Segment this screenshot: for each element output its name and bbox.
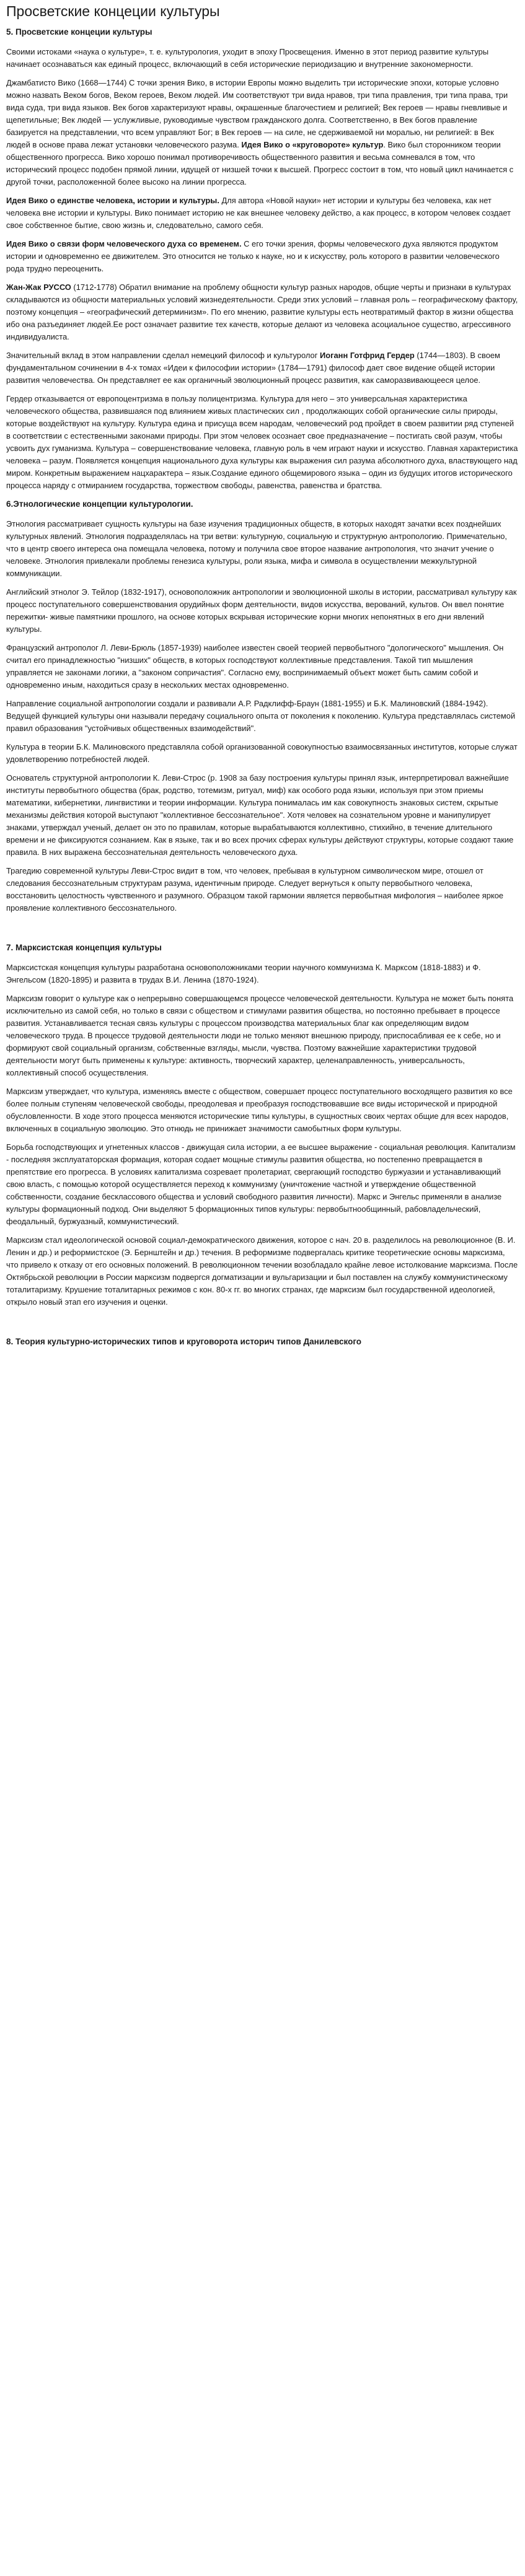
paragraph: Марксизм говорит о культуре как о непрерывно совершающемся процессе человеческой деятельности. Культура не может быть понята исключительно из самой себя, но только в связи с обществом и стимулами развития общества, но постоянно пребывает в процессе развития. Устанавливается тесная связь культуры с процессом производства материальных благ как определяющим видом человеческого труда. В процессе трудовой деятельности люди не только меняют внешнюю природу, приспосабливая ее к себе, но и формируют свой социальный организм, собственные взгляды, мысли, чувства. Поэтому важнейшие характеристики трудовой деятельности могут быть применены к культуре: активность, творческий характер, целенаправленность, универсальность, коллективный способ осуществления. [6, 994, 514, 1077]
paragraph: Направление социальной антропологии создали и развивали А.Р. Радклифф-Браун (1881-1955) и Б.К. Малиновский (1884-1942). Ведущей функцией культуры они называли передачу социального опыта от поколения к поколению. Культура представлялась системой правил образования "устойчивых общественных взаимодействий". [6, 699, 516, 733]
paragraph: Английский этнолог Э. Тейлор (1832-1917), основоположник антропологии и эволюционной школы в истории, рассматривал культуру как процесс поступательного совершенствования орудийных форм деятельности, видов искусства, верований, культов. Он ввел понятие пережитки- живые памятники прошлого, на основе которых вскрывая исторические корни многих непонятных в его дни явлений культуры. [6, 587, 517, 634]
paragraph [6, 281, 519, 343]
paragraph-text: Джамбатисто Вико (1668—1744) С точки зрения Вико, в истории Европы можно выделить три исторические эпохи, которые условно можно назвать Веком богов, Веком героев, Веком людей. Им соответствуют три вида нравов, три типа правления, три типа права, три вида суда, три вида языков. Век богов характеризуют нравы, окрашенные благочестием и религией; Век героев — нравы гневливые и щепетильные; Век людей — услужливые, руководимые чувством гражданского долга. Соответственно, в Век богов правление базируется на представлении, что всем управляют Бог; в Век героев — на силе, не сдерживаемой ни моралью, ни религией: в Век людей в основе права лежат установки человеческого разума. [6, 78, 508, 149]
paragraph: Трагедию современной культуры Леви-Строс видит в том, что человек, пребывая в культурном символическом мире, отошел от следования бессознательным структурам разума, идентичным природе. Следует вернуться к опыту первобытного человека, восстановить целостность чувственного и разумного. Образцом такой гармонии является первобытная мифология – наиболее яркое проявление коллективного бессознательного. [6, 866, 504, 913]
paragraph: Марксистская концепция культуры разработана основоположниками теории научного коммунизма К. Марксом (1818-1883) и Ф. Энгельсом (1820-1895) и развита в трудах В.И. Ленина (1870-1924). [6, 963, 481, 984]
spacer [6, 921, 519, 942]
paragraph-text: (1712-1778) Обратил внимание на проблему общности культур разных народов, общие черты и признаки в культурах складываются из общности материальных условий жизнедеятельности. Среди этих условий – главная роль – географическому фактору, поэтому концепция – «географический детерминизм». По его мнению, развитие культуры есть неотвратимый фактор в жизни общества ибо она разъединяет людей.Ее рост означает развитие тех качеств, которые делают из человека асоциальное существо, агрессивного индивидуалиста. [6, 283, 518, 341]
section-heading: 7. Марксистская концепция культуры [6, 943, 162, 952]
paragraph: Этнология рассматривает сущность культуры на базе изучения традиционных обществ, в которых находят зачатки всех позднейших культурных явлений. Этнология подразделялась на три ветви: культурную, социальную и структурную антропологию. Примечательно, что в центр своего интереса она помещала человека, потому и получила свое второе название антропология, что значит учение о человеке. Этнология привлекали проблемы генезиса культуры, роли языка, мифа и символа в осуществлении межкультурной коммуникации. [6, 519, 507, 578]
paragraph: Марксизм стал идеологической основой социал-демократического движения, которое с нач. 20 в. разделилось на революционное (В. И. Ленин и др.) и реформистское (Э. Бернштейн и др.) течения. В реформизме подвергалась критике теоретические основы марксизма, что привело к отказу от его основных положений. В революционном течении возобладало крайне левое истолкование марксизма. После Октябрьской революции в России марксизм подвергся догматизации и вульгаризации и был поставлен на службу коммунистическому тоталитаризму. Крушение тоталитарных режимов с кон. 80-х гг. во многих странах, где марксизм был государственной идеологией, открыло новый этап его изучения и оценки. [6, 1235, 518, 1307]
paragraph-text: Для автора «Новой науки» нет истории и культуры без человека, как нет человека вне истории и культуры. Вико понимает историю не как внешнее человеку действо, а как процесс, в котором человек создает свое собственное бытие, свою жизнь и, следовательно, самого себя. [6, 196, 511, 230]
paragraph-text: Значительный вклад в этом направлении сделал немецкий философ и культуролог [6, 351, 320, 360]
emphasis: Иоганн Готфрид Гердер [319, 351, 415, 360]
emphasis: Идея Вико о связи форм человеческого духа со временем. [6, 239, 242, 248]
paragraph [6, 77, 519, 188]
paragraph: Основатель структурной антропологии К. Леви-Строс (р. 1908 за базу построения культуры принял язык, интерпретировал важнейшие институты первобытного общества (брак, родство, тотемизм, ритуал, миф) как особого рода языки, используя при этом приемы математики, кибернетики, лингвистики и теории информации. Культура понималась им как совокупность знаковых систем, скрытые механизмы действия которой выступают "коллективное бессознательное". Хотя человек на сознательном уровне и манипулирует знаками, утверждал ученый, делает он это по правилам, которые вырабатываются коллективно, стихийно, в течение длительного времени и не фиксируются сознанием. Как в языке, так и во всех прочих сферах культуры действуют структуры, которые создают такие правила. В них выражена бессознательная деятельность человеческого духа. [6, 773, 514, 857]
page-title: Просветские концеции культуры [6, 3, 220, 19]
paragraph: Гердер отказывается от европоцентризма в пользу полицентризма. Культура для него – это универсальная характеристика человеческого общества, развившаяся под влиянием живых пластических сил , продолжающих собой органические силы природы, которые воздействуют на культуру. Культура едина и присуща всем народам, человеческий род пройдет в своем развитии ряд ступеней в соответствии с естественными законами природы. При этом человек осознает свое предназначение – постигать свой разум, чтобы усвоить дух гуманизма. Культура – совершенствование человека, главную роль в чем играют науки и искусство. Главная характеристика человека – разум. Появляется концепция национального духа культуры как выражения сил разума абсолютного духа, властвующего над миром. Конкретным выражением нацхарактера – язык.Создание единого общемирового языка – один из будущих итогов исторического процесса наряду с отмиранием государства, торжеством свободы, равенства, равенства и братства. [6, 394, 518, 490]
section-7 [6, 942, 519, 1308]
paragraph: Борьба господствующих и угнетенных классов - движущая сила истории, а ее высшее выражение - социальная революция. Капитализм - последняя эксплуататорская формация, которая содает мощные стимулы развития общества, но постепенно превращается в препятствие его прогресса. В условиях капитализма созревает пролетариат, свергающий господство буржуазии и устанавливающий свою власть, с помощью которой осуществляется переход к коммунизму (уничтожение частной и утверждение общественной собственности, создание бесклассового общества и условий свободного развития личности). Маркс и Энгельс применяли в анализе культуры формационный подход. Они выделяют 5 формационных типов культуры: первобытнообщинный, рабовладельческий, феодальный, буржуазный, коммунистический. [6, 1142, 516, 1226]
section-6 [6, 498, 519, 914]
paragraph-text: . Вико был сторонником теории общественного прогресса. Вико хорошо понимал противоречивость общественного развития и весьма сомневался в том, что исторический процесс подобен прямой линии, идущей от низшей точки к высшей. Прогресс состоит в том, что новый цикл начинается с другой точки, расположенной более высоко на линии прогресса. [6, 140, 514, 186]
spacer [6, 1315, 519, 1336]
section-heading: 6.Этнологические концепции культурологии. [6, 499, 193, 509]
section-heading: 8. Теория культурно-исторических типов и круговорота историч типов Данилевского [6, 1337, 362, 1346]
paragraph: Французский антрополог Л. Леви-Брюль (1857-1939) наиболее известен своей теорией первобытного "дологического" мышления. Он считал его принадлежностью "низших" обществ, в которых господствуют коллективные представления. Такой тип мышления управляется не законами логики, а "законом сопричастия". Согласно ему, воспринимаемый объект может быть самим собой и одновременно иным, находиться сразу в нескольких местах одновременно. [6, 643, 504, 690]
paragraph: Культура в теории Б.К. Малиновского представляла собой организованной совокупностью взаимосвязанных институтов, которые служат удовлетворению потребностей людей. [6, 742, 518, 764]
paragraph-text: (1744—1803). В своем фундаментальном сочинении в 4-х томах «Идеи к философии истории» (1784—1791) философ дает свое видение общей истории развития человечества. Он представляет ее как органичный эволюционный процесс развития, как саморазвивающееся целое. [6, 351, 500, 385]
paragraph [6, 195, 519, 232]
section-heading: 5. Просветские концеции культуры [6, 27, 152, 37]
paragraph [6, 238, 519, 275]
emphasis: Идея Вико о единстве человека, истории и культуры. [6, 196, 219, 205]
paragraph [6, 349, 519, 387]
section-5 [6, 26, 519, 492]
paragraph: Марксизм утверждает, что культура, изменяясь вместе с обществом, совершает процесс поступательного восходящего развития ко все более полным ступеням человеческой свободы, преодолевая и преобразуя господствовавшие все виды исторической и природной обусловленности. В ходе этого процесса меняются исторические типы культуры, в сущностных своих чертах общие для всех народов, включенных в социальную эволюцию. Это отнюдь не принижает значимости самобытных форм культуры. [6, 1087, 513, 1133]
emphasis: Жан-Жак РУССО [6, 283, 71, 292]
emphasis: Идея Вико о «круговороте» культур [241, 140, 384, 149]
paragraph: Своими истоками «наука о культуре», т. е. культурология, уходит в эпоху Просвещения. Именно в этот период развитие культуры начинает осознаваться как единый процесс, включающий в себя исторические периодизацию и внутренние закономерности. [6, 47, 489, 69]
paragraph-text: С его точки зрения, формы человеческого духа являются продуктом истории и одновременно ее движителем. Это относится не только к науке, но и к искусству, роль которого в развитии человеческого рода трудно переоценить. [6, 239, 500, 273]
section-8 [6, 1336, 519, 1348]
